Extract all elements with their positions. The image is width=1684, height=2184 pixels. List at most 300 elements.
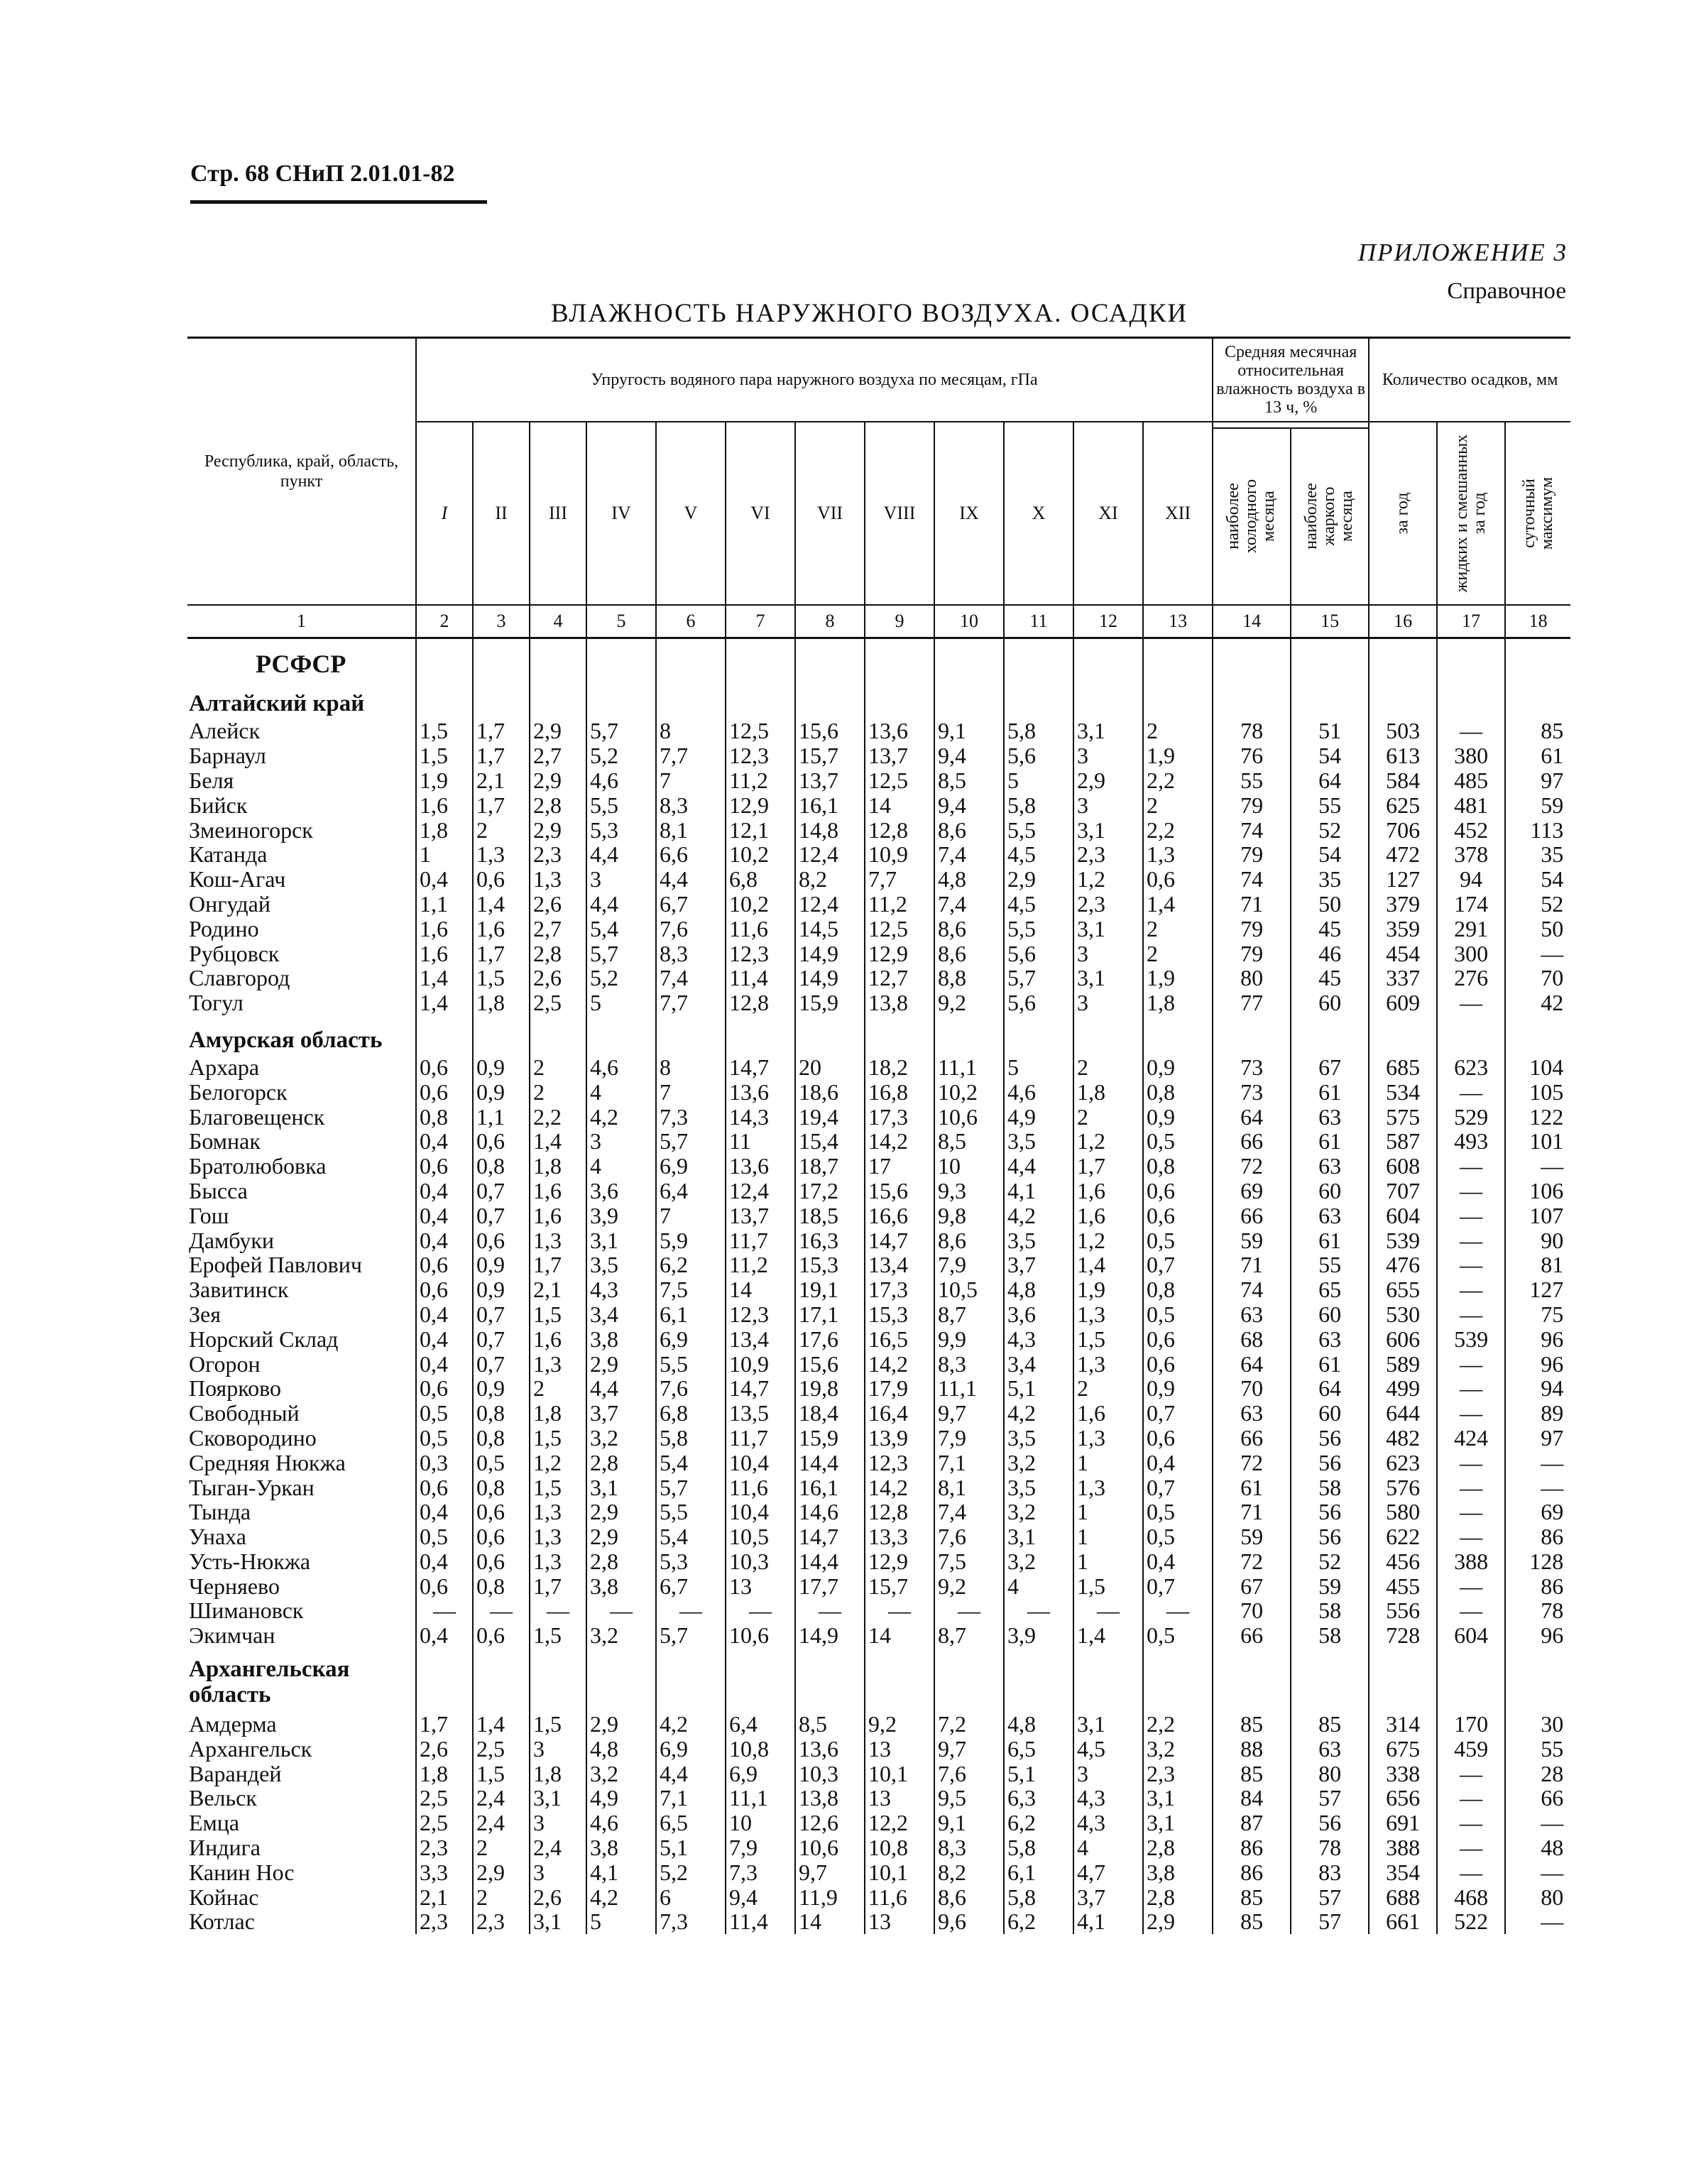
vapor-pressure-cell: 5,7	[656, 1475, 726, 1500]
precip-year-cell: 359	[1369, 916, 1437, 941]
vapor-pressure-cell: 8,5	[934, 1129, 1004, 1154]
precip-year-cell: 127	[1369, 867, 1437, 892]
vapor-pressure-cell: 0,9	[473, 1277, 530, 1302]
location-name: Кош-Агач	[189, 866, 286, 892]
vapor-pressure-cell: 5,8	[1004, 1884, 1073, 1909]
vapor-pressure-cell: 1,4	[1073, 1252, 1143, 1277]
vapor-pressure-cell: 0,8	[473, 1475, 530, 1500]
vapor-pressure-cell: 10,3	[795, 1761, 865, 1786]
precip-max-cell: —	[1505, 1811, 1570, 1835]
vapor-pressure-cell: 1,5	[473, 966, 530, 990]
humidity-group-header: Средняя месячная относительная влажность воздуха в 13 ч, %	[1213, 338, 1369, 422]
vapor-pressure-cell: 14,4	[795, 1450, 865, 1475]
vapor-pressure-cell: 2	[473, 1835, 530, 1860]
vapor-pressure-cell: 3,6	[586, 1179, 656, 1203]
vapor-pressure-cell: 2	[530, 1055, 586, 1080]
vapor-pressure-cell: 3,5	[1004, 1228, 1073, 1252]
vapor-pressure-cell: 11,1	[934, 1055, 1004, 1080]
precip-max-cell: 104	[1505, 1055, 1570, 1080]
vapor-pressure-cell: 0,9	[1143, 1376, 1213, 1401]
vapor-pressure-cell: 0,6	[416, 1277, 473, 1302]
vapor-pressure-cell: 1,7	[473, 792, 530, 817]
precip-liquid-cell: —	[1437, 1450, 1505, 1475]
month-header: X	[1004, 422, 1073, 605]
precip-max-cell: 70	[1505, 966, 1570, 990]
vapor-pressure-cell: —	[795, 1598, 865, 1623]
precip-year-cell: 539	[1369, 1228, 1437, 1252]
precip-year-cell: 707	[1369, 1179, 1437, 1203]
vapor-pressure-cell: 7,6	[934, 1761, 1004, 1786]
precip-max-cell: —	[1505, 1450, 1570, 1475]
vapor-pressure-cell: 1,3	[1073, 1426, 1143, 1451]
humidity-cell: 60	[1291, 1302, 1369, 1327]
precip-liquid-cell: —	[1437, 1154, 1505, 1179]
precip-year-cell: 688	[1369, 1884, 1437, 1909]
vapor-pressure-cell: 14,2	[865, 1475, 934, 1500]
vapor-pressure-cell: 0,4	[416, 1326, 473, 1351]
table-row	[187, 1351, 1570, 1376]
vapor-pressure-cell: 1,3	[530, 1524, 586, 1549]
vapor-pressure-cell: 0,6	[473, 1129, 530, 1154]
humidity-cell: 63	[1213, 1401, 1291, 1426]
precip-year-cell: 644	[1369, 1401, 1437, 1426]
precip-year-cell: 625	[1369, 792, 1437, 817]
table-row	[187, 1524, 1570, 1549]
precip-liquid-cell: —	[1437, 1203, 1505, 1228]
table-row	[187, 1129, 1570, 1154]
vapor-pressure-cell: 8,7	[934, 1302, 1004, 1327]
vapor-pressure-cell: 13,5	[726, 1401, 795, 1426]
humidity-cell: 55	[1291, 1252, 1369, 1277]
location-name: Норский Склад	[189, 1326, 339, 1352]
humidity-cell: 79	[1213, 941, 1291, 966]
vapor-pressure-cell: 0,6	[473, 1524, 530, 1549]
vapor-pressure-cell: 1,7	[530, 1252, 586, 1277]
vapor-pressure-cell: 0,8	[1143, 1079, 1213, 1104]
vapor-pressure-cell: —	[865, 1598, 934, 1623]
vapor-pressure-cell: 2,3	[1073, 892, 1143, 917]
precip-max-cell: 94	[1505, 1376, 1570, 1401]
vapor-pressure-cell: 10,6	[934, 1104, 1004, 1129]
vapor-pressure-cell: 10,2	[726, 842, 795, 867]
precip-max-label: суточный максимум	[1519, 476, 1556, 550]
vapor-pressure-cell: 0,9	[1143, 1104, 1213, 1129]
vapor-pressure-cell: 6,9	[656, 1736, 726, 1761]
vapor-pressure-cell: 1,4	[416, 966, 473, 990]
vapor-pressure-cell: 14,9	[795, 1623, 865, 1648]
vapor-pressure-cell: 15,3	[865, 1302, 934, 1327]
vapor-pressure-cell: 12,9	[865, 941, 934, 966]
vapor-pressure-cell: —	[1143, 1598, 1213, 1623]
vapor-pressure-cell: 2,8	[586, 1450, 656, 1475]
vapor-pressure-cell: 0,6	[473, 1623, 530, 1648]
humidity-cell: 80	[1291, 1761, 1369, 1786]
table-row	[187, 1712, 1570, 1737]
vapor-pressure-cell: 1,6	[416, 941, 473, 966]
vapor-pressure-cell: 14	[865, 1623, 934, 1648]
table-row	[187, 1835, 1570, 1860]
vapor-pressure-cell: 3,1	[530, 1909, 586, 1934]
vapor-pressure-cell: 0,4	[416, 1623, 473, 1648]
vapor-pressure-cell: 16,1	[795, 1475, 865, 1500]
precip-liquid-cell: 94	[1437, 867, 1505, 892]
vapor-pressure-cell: 4	[586, 1154, 656, 1179]
vapor-pressure-cell: 4,3	[1073, 1786, 1143, 1811]
vapor-pressure-cell: 8,8	[934, 966, 1004, 990]
vapor-pressure-cell: 1,4	[473, 1712, 530, 1737]
vapor-pressure-cell: 13	[865, 1909, 934, 1934]
location-name: Емца	[189, 1810, 240, 1836]
vapor-pressure-cell: 3,7	[586, 1401, 656, 1426]
hum-hot-label: наиболее жаркого месяца	[1302, 483, 1357, 550]
vapor-pressure-cell: 14,9	[795, 941, 865, 966]
column-number: 9	[865, 605, 934, 638]
vapor-pressure-cell: 0,5	[1143, 1500, 1213, 1524]
humidity-subheader-spacer	[1213, 422, 1369, 428]
precip-max-cell: —	[1505, 1154, 1570, 1179]
vapor-pressure-cell: 1,4	[530, 1129, 586, 1154]
vapor-pressure-cell: 9,7	[795, 1860, 865, 1884]
location-name: Завитинск	[189, 1277, 289, 1303]
vapor-pressure-cell: 15,6	[795, 1351, 865, 1376]
vapor-pressure-cell: 0,7	[1143, 1475, 1213, 1500]
vapor-pressure-cell: 0,7	[1143, 1401, 1213, 1426]
precip-liquid-cell: —	[1437, 719, 1505, 743]
republic-heading: РСФСР	[256, 650, 346, 678]
vapor-pressure-cell: 3	[530, 1860, 586, 1884]
vapor-pressure-cell: 6,9	[656, 1154, 726, 1179]
vapor-pressure-cell: 10,9	[865, 842, 934, 867]
vapor-pressure-cell: —	[473, 1598, 530, 1623]
table-body	[187, 638, 1570, 1934]
vapor-pressure-cell: 6,5	[1004, 1736, 1073, 1761]
vapor-pressure-cell: 8,5	[795, 1712, 865, 1737]
humidity-cell: 63	[1291, 1326, 1369, 1351]
vapor-pressure-cell: 6,8	[656, 1401, 726, 1426]
column-number: 8	[795, 605, 865, 638]
location-name: Канин Нос	[189, 1859, 295, 1885]
location-name: Сковородино	[189, 1424, 317, 1451]
vapor-pressure-cell: 3,1	[530, 1786, 586, 1811]
vapor-pressure-cell: 5	[1004, 768, 1073, 793]
vapor-pressure-cell: 3,2	[586, 1623, 656, 1648]
vapor-pressure-cell: 11,1	[934, 1376, 1004, 1401]
location-name: Тында	[189, 1499, 251, 1525]
column-number: 10	[934, 605, 1004, 638]
vapor-pressure-cell: 5,2	[586, 743, 656, 768]
humidity-cell: 61	[1291, 1079, 1369, 1104]
precip-max-cell: 97	[1505, 768, 1570, 793]
precip-liquid-cell: 459	[1437, 1736, 1505, 1761]
vapor-pressure-cell: 0,6	[1143, 1203, 1213, 1228]
vapor-pressure-cell: 1,4	[416, 990, 473, 1015]
vapor-pressure-cell: 1,2	[530, 1450, 586, 1475]
vapor-pressure-cell: 8,6	[934, 1884, 1004, 1909]
vapor-pressure-cell: 1,5	[416, 719, 473, 743]
table-row	[187, 1786, 1570, 1811]
vapor-pressure-cell: 0,5	[416, 1524, 473, 1549]
humidity-cell: 74	[1213, 817, 1291, 842]
vapor-pressure-cell: 0,4	[416, 1179, 473, 1203]
vapor-pressure-cell: 3,7	[1004, 1252, 1073, 1277]
humidity-cell: 59	[1213, 1524, 1291, 1549]
vapor-pressure-cell: 1,8	[1143, 990, 1213, 1015]
humidity-cell: 74	[1213, 1277, 1291, 1302]
vapor-pressure-cell: 8,2	[795, 867, 865, 892]
vapor-pressure-cell: 3,9	[1004, 1623, 1073, 1648]
location-name: Славгород	[189, 965, 290, 991]
precip-max-cell: 113	[1505, 817, 1570, 842]
precip-liquid-cell: —	[1437, 1786, 1505, 1811]
vapor-pressure-cell: 8,3	[934, 1351, 1004, 1376]
vapor-pressure-cell: 7,3	[656, 1909, 726, 1934]
vapor-pressure-cell: 1,3	[1073, 1302, 1143, 1327]
precip-max-cell: 50	[1505, 916, 1570, 941]
appendix-label: ПРИЛОЖЕНИЕ 3	[1357, 239, 1568, 266]
vapor-pressure-cell: 4,4	[656, 867, 726, 892]
vapor-pressure-cell: 11,1	[726, 1786, 795, 1811]
humidity-cell: 72	[1213, 1154, 1291, 1179]
precip-liquid-cell: 452	[1437, 817, 1505, 842]
humidity-cell: 50	[1291, 892, 1369, 917]
vapor-pressure-cell: —	[1004, 1598, 1073, 1623]
vapor-pressure-cell: 2,9	[586, 1351, 656, 1376]
precip-year-cell: 388	[1369, 1835, 1437, 1860]
column-number: 15	[1291, 605, 1369, 638]
vapor-pressure-cell: 1,8	[473, 990, 530, 1015]
vapor-pressure-cell: 3,1	[586, 1228, 656, 1252]
table-row	[187, 1598, 1570, 1623]
column-number: 6	[656, 605, 726, 638]
table-row	[187, 1573, 1570, 1598]
vapor-pressure-cell: 2,6	[530, 1884, 586, 1909]
location-name: Койнас	[189, 1884, 259, 1910]
vapor-pressure-cell: 1,1	[416, 892, 473, 917]
column-number: 2	[416, 605, 473, 638]
humidity-cell: 87	[1213, 1811, 1291, 1835]
precip-year-cell: 622	[1369, 1524, 1437, 1549]
vapor-pressure-cell: 12,9	[726, 792, 795, 817]
precip-max-cell: —	[1505, 1475, 1570, 1500]
vapor-pressure-cell: 3,7	[1073, 1884, 1143, 1909]
vapor-pressure-cell: 0,6	[416, 1079, 473, 1104]
vapor-pressure-cell: 5,5	[1004, 916, 1073, 941]
vapor-pressure-cell: 10,1	[865, 1761, 934, 1786]
precip-liquid-cell: —	[1437, 990, 1505, 1015]
vapor-pressure-cell: 1	[416, 842, 473, 867]
vapor-pressure-cell: 5,4	[656, 1524, 726, 1549]
table-row	[187, 1104, 1570, 1129]
humidity-cell: 64	[1213, 1104, 1291, 1129]
vapor-pressure-cell: 12,9	[865, 1549, 934, 1574]
humidity-cell: 60	[1291, 990, 1369, 1015]
vapor-pressure-cell: 0,4	[416, 1549, 473, 1574]
humidity-cell: 86	[1213, 1835, 1291, 1860]
section-row	[187, 679, 1570, 719]
humidity-cell: 66	[1213, 1623, 1291, 1648]
vapor-pressure-cell: —	[530, 1598, 586, 1623]
precip-year-cell: 608	[1369, 1154, 1437, 1179]
vapor-pressure-cell: 14,5	[795, 916, 865, 941]
vapor-pressure-cell: 16,1	[795, 792, 865, 817]
vapor-pressure-cell: 17,9	[865, 1376, 934, 1401]
precip-max-cell: 107	[1505, 1203, 1570, 1228]
vapor-pressure-cell: 6,1	[656, 1302, 726, 1327]
vapor-pressure-cell: 4,6	[1004, 1079, 1073, 1104]
vapor-pressure-cell: 4,6	[586, 768, 656, 793]
humidity-cell: 67	[1213, 1573, 1291, 1598]
table-row	[187, 1450, 1570, 1475]
vapor-pressure-cell: 14,4	[795, 1549, 865, 1574]
precip-year-cell: 454	[1369, 941, 1437, 966]
location-name: Тыган-Уркан	[189, 1474, 315, 1500]
precip-year-cell: 656	[1369, 1786, 1437, 1811]
hum-cold-label: наиболее холодного месяца	[1224, 479, 1279, 554]
vapor-pressure-cell: 15,9	[795, 1426, 865, 1451]
vapor-pressure-cell: 9,2	[865, 1712, 934, 1737]
location-name: Белогорск	[189, 1079, 288, 1105]
vapor-pressure-cell: 13,3	[865, 1524, 934, 1549]
vapor-pressure-cell: 0,9	[473, 1055, 530, 1080]
precip-liquid-cell: 424	[1437, 1426, 1505, 1451]
vapor-pressure-cell: 2,3	[473, 1909, 530, 1934]
vapor-pressure-cell: 4,3	[1004, 1326, 1073, 1351]
vapor-pressure-cell: 0,4	[416, 1228, 473, 1252]
vapor-pressure-cell: 7,1	[934, 1450, 1004, 1475]
vapor-pressure-cell: 5,3	[656, 1549, 726, 1574]
humidity-cell: 52	[1291, 817, 1369, 842]
vapor-pressure-cell: 11,4	[726, 966, 795, 990]
humidity-cell: 78	[1213, 719, 1291, 743]
humidity-cell: 79	[1213, 842, 1291, 867]
month-header: VI	[726, 422, 795, 605]
location-name: Индига	[189, 1835, 261, 1861]
vapor-pressure-cell: 7,5	[656, 1277, 726, 1302]
vapor-pressure-cell: 0,6	[473, 1500, 530, 1524]
vapor-pressure-cell: 0,8	[1143, 1154, 1213, 1179]
vapor-pressure-cell: 17	[865, 1154, 934, 1179]
humidity-cell: 57	[1291, 1786, 1369, 1811]
vapor-pressure-cell: 13,8	[795, 1786, 865, 1811]
vapor-pressure-cell: 7,4	[934, 892, 1004, 917]
month-header: XII	[1143, 422, 1213, 605]
table-row	[187, 719, 1570, 743]
vapor-pressure-cell: 0,7	[1143, 1573, 1213, 1598]
vapor-pressure-cell: 7	[656, 768, 726, 793]
vapor-pressure-cell: 4,4	[586, 892, 656, 917]
vapor-pressure-cell: 17,1	[795, 1302, 865, 1327]
location-name: Варандей	[189, 1760, 282, 1786]
table-row	[187, 792, 1570, 817]
precip-max-cell: 105	[1505, 1079, 1570, 1104]
vapor-pressure-cell: 13,6	[726, 1154, 795, 1179]
table-row	[187, 1326, 1570, 1351]
humidity-cell: 86	[1213, 1860, 1291, 1884]
precip-liquid-cell: —	[1437, 1860, 1505, 1884]
vapor-pressure-cell: 0,8	[473, 1154, 530, 1179]
vapor-pressure-cell: 0,3	[416, 1450, 473, 1475]
location-name: Амдерма	[189, 1711, 277, 1737]
humidity-cell: 67	[1291, 1055, 1369, 1080]
vapor-pressure-cell: 5,5	[656, 1351, 726, 1376]
vapor-pressure-cell: 10,2	[726, 892, 795, 917]
humidity-cell: 72	[1213, 1549, 1291, 1574]
vapor-pressure-cell: 2,8	[530, 792, 586, 817]
vapor-pressure-cell: 3	[586, 867, 656, 892]
vapor-pressure-cell: 2,9	[530, 768, 586, 793]
column-number: 16	[1369, 605, 1437, 638]
humidity-cell: 35	[1291, 867, 1369, 892]
vapor-pressure-cell: 9,6	[934, 1909, 1004, 1934]
vapor-pressure-cell: 0,6	[416, 1475, 473, 1500]
vapor-pressure-cell: 15,6	[795, 719, 865, 743]
vapor-pressure-cell: 7,4	[934, 842, 1004, 867]
precip-year-cell: 587	[1369, 1129, 1437, 1154]
vapor-pressure-cell: 13,6	[795, 1736, 865, 1761]
vapor-pressure-cell: 0,8	[1143, 1277, 1213, 1302]
precip-year-cell: 476	[1369, 1252, 1437, 1277]
month-header: II	[473, 422, 530, 605]
vapor-pressure-cell: 2,7	[530, 743, 586, 768]
vapor-pressure-cell: 4,2	[586, 1884, 656, 1909]
precip-max-cell: 128	[1505, 1549, 1570, 1574]
vapor-pressure-cell: 0,6	[473, 1228, 530, 1252]
vapor-pressure-cell: 2,5	[530, 990, 586, 1015]
vapor-pressure-cell: 0,4	[416, 1203, 473, 1228]
location-name: Катанда	[189, 841, 268, 868]
vapor-pressure-cell: 2,1	[473, 768, 530, 793]
column-number: 7	[726, 605, 795, 638]
vapor-pressure-cell: 3	[1073, 941, 1143, 966]
vapor-pressure-cell: 10,1	[865, 1860, 934, 1884]
vapor-pressure-cell: 5,4	[586, 916, 656, 941]
vapor-pressure-cell: 1,9	[1143, 743, 1213, 768]
location-name: Дамбуки	[189, 1227, 275, 1253]
vapor-pressure-cell: 1,6	[416, 916, 473, 941]
vapor-pressure-cell: 13	[726, 1573, 795, 1598]
vapor-pressure-cell: 2	[1073, 1055, 1143, 1080]
vapor-pressure-cell: 7,6	[656, 1376, 726, 1401]
vapor-pressure-cell: 5,5	[656, 1500, 726, 1524]
vapor-pressure-cell: 1,6	[416, 792, 473, 817]
vapor-pressure-cell: 11,6	[726, 1475, 795, 1500]
vapor-pressure-cell: 1,3	[530, 1549, 586, 1574]
precip-liquid-cell: —	[1437, 1761, 1505, 1786]
vapor-pressure-cell: 11,9	[795, 1884, 865, 1909]
precip-max-cell: 28	[1505, 1761, 1570, 1786]
vapor-pressure-cell: 2,8	[586, 1549, 656, 1574]
precip-max-cell: 86	[1505, 1524, 1570, 1549]
precip-year-cell: 472	[1369, 842, 1437, 867]
vapor-pressure-cell: 3	[1073, 990, 1143, 1015]
vapor-pressure-cell: 3,5	[1004, 1475, 1073, 1500]
precip-year-cell: 455	[1369, 1573, 1437, 1598]
vapor-pressure-cell: 10	[726, 1811, 795, 1835]
precip-max-header	[1505, 422, 1570, 605]
vapor-pressure-cell: 1	[1073, 1500, 1143, 1524]
vapor-pressure-cell: 1,4	[473, 892, 530, 917]
vapor-pressure-cell: 1,2	[1073, 1129, 1143, 1154]
humidity-cell: 80	[1213, 966, 1291, 990]
vapor-pressure-cell: 6,2	[1004, 1811, 1073, 1835]
humidity-cell: 69	[1213, 1179, 1291, 1203]
location-name: Архангельск	[189, 1735, 312, 1762]
vapor-pressure-cell: —	[416, 1598, 473, 1623]
location-name: Братолюбовка	[189, 1153, 327, 1179]
humidity-cell: 79	[1213, 792, 1291, 817]
republic-row	[187, 638, 1570, 679]
vapor-pressure-cell: 15,3	[795, 1252, 865, 1277]
